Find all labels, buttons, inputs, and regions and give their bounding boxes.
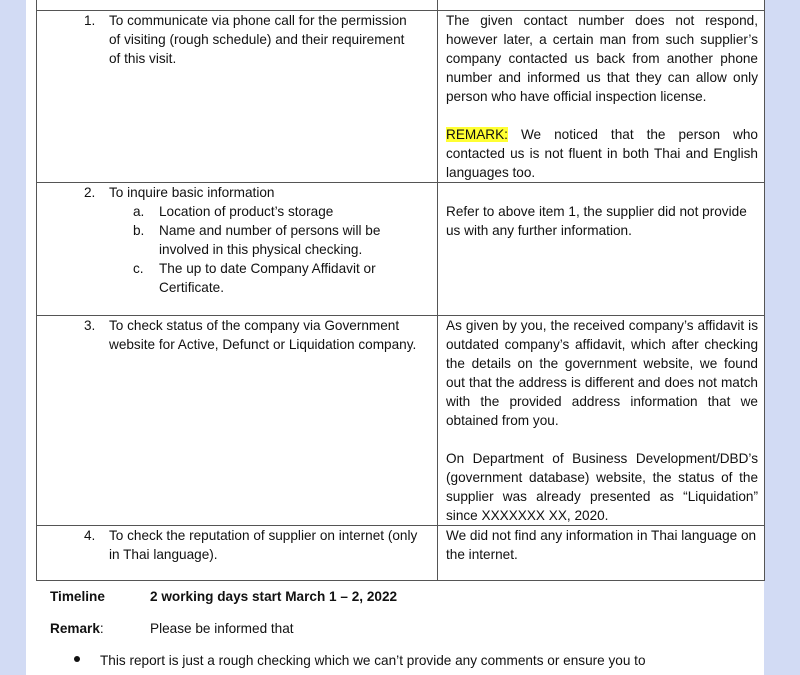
- result-paragraph: We did not find any information in Thai language on the internet.: [446, 528, 757, 562]
- table-row: [37, 526, 765, 581]
- timeline-value: 2 working days start March 1 – 2, 2022: [150, 589, 398, 604]
- sub-item-letter: c.: [133, 261, 144, 276]
- item-2-task-cell: [37, 183, 438, 316]
- bullet-dot-icon: [74, 656, 80, 662]
- remark-highlight: REMARK:: [446, 127, 508, 142]
- table-row: [37, 183, 765, 316]
- sub-item-text: Name and number of persons will be involved in this physical checking.: [159, 223, 381, 257]
- item-4-result-cell: [438, 526, 765, 581]
- item-1-task-cell: [37, 11, 438, 183]
- sub-item-letter: a.: [133, 204, 145, 219]
- item-number: 4.: [84, 528, 96, 543]
- item-3-result-cell: [438, 316, 765, 526]
- sub-item-text: Location of product’s storage: [159, 204, 334, 219]
- remark-text: We noticed that the person who contacted us is not fluent in both Thai and English languages too.: [446, 127, 758, 180]
- item-4-task-cell: [37, 526, 438, 581]
- table-row: [37, 0, 765, 11]
- table-cell: [438, 0, 765, 11]
- item-1-result-cell: [438, 11, 765, 183]
- remark-row: [50, 619, 750, 638]
- task-line: of this visit.: [109, 51, 177, 66]
- table-cell: [37, 0, 438, 11]
- item-3-task-cell: [37, 316, 438, 526]
- item-number: 3.: [84, 318, 96, 333]
- remark-colon: :: [99, 621, 104, 636]
- task-text: To check the reputation of supplier on internet (only in Thai language).: [109, 528, 418, 562]
- item-number: 2.: [84, 185, 96, 200]
- report-table: [36, 0, 765, 581]
- remark-paragraph: [446, 125, 758, 182]
- timeline-label: Timeline: [50, 589, 105, 604]
- result-paragraph: The given contact number does not respond, however later, a certain man from such supplier’s company contacted us back from another phone number and informed us that they can allow only person who have official inspection license.: [446, 13, 758, 104]
- table-row: [37, 11, 765, 183]
- sub-item-letter: b.: [133, 223, 145, 238]
- table-row: [37, 316, 765, 526]
- bullet-text: This report is just a rough checking which we can’t provide any comments or ensure you to: [100, 653, 646, 668]
- sub-item: [109, 221, 429, 259]
- document-page: [26, 0, 764, 675]
- task-line: of visiting (rough schedule) and their requirement: [109, 32, 405, 47]
- result-paragraph: As given by you, the received company’s affidavit is outdated company’s affidavit, which after checking the details on the government website, we found out that the address is different and does not match with the provided address information that we obtained from you.: [446, 318, 758, 428]
- task-line: To communicate via phone call for the permission: [109, 13, 407, 28]
- result-paragraph: On Department of Business Development/DBD’s (government database) website, the status of the supplier was already presented as “Liquidation” since XXXXXXX XX, 2020.: [446, 451, 758, 523]
- task-title: To inquire basic information: [109, 185, 275, 200]
- item-2-result-cell: [438, 183, 765, 316]
- task-text: To check status of the company via Government website for Active, Defunct or Liquidation company.: [109, 318, 417, 352]
- result-paragraph: Refer to above item 1, the supplier did not provide us with any further information.: [446, 204, 747, 238]
- remark-value: Please be informed that: [150, 621, 294, 636]
- sub-item-text: The up to date Company Affidavit or Certificate.: [159, 261, 376, 295]
- sub-item: [109, 202, 429, 221]
- remark-label: Remark: [50, 621, 100, 636]
- timeline-row: [50, 587, 750, 606]
- sub-item: [109, 259, 429, 297]
- item-number: 1.: [84, 13, 96, 28]
